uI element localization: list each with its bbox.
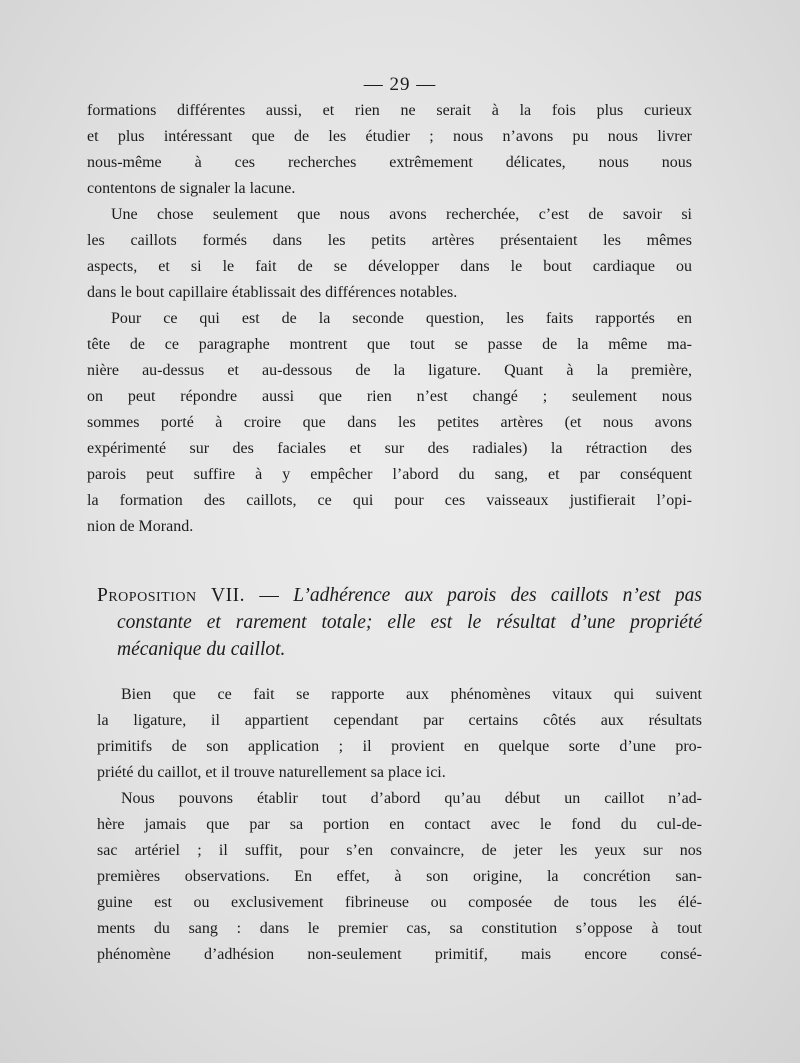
text-line: contentons de signaler la lacune. [87, 180, 296, 197]
text-line: les caillots formés dans les petits artères présentaient les mêmes [87, 232, 692, 249]
proposition-line: constante et rarement totale; elle est le résultat d’une propriété [117, 612, 702, 633]
text-line: Bien que ce fait se rapporte aux phénomènes vitaux qui suivent [121, 686, 702, 703]
text-line: la ligature, il appartient cependant par certains côtés aux résultats [97, 712, 702, 729]
text-line: on peut répondre aussi que rien n’est changé ; seulement nous [87, 388, 692, 405]
text-line: Nous pouvons établir tout d’abord qu’au début un caillot n’ad- [121, 790, 702, 807]
paragraph-3 [87, 310, 692, 544]
text-line: nière au-dessus et au-dessous de la ligature. Quant à la première, [87, 362, 692, 379]
text-line: nion de Morand. [87, 518, 194, 535]
proposition-line: mécanique du caillot. [117, 639, 286, 660]
proposition-label: Proposition VII. [97, 585, 246, 606]
text-line: hère jamais que par sa portion en contact avec le fond du cul-de- [97, 816, 702, 833]
paragraph-group-top [87, 102, 692, 544]
paragraph-2 [87, 206, 692, 310]
paragraph-1 [87, 102, 692, 206]
text-line: et plus intéressant que de les étudier ; nous n’avons pu nous livrer [87, 128, 692, 145]
paragraph-4 [97, 686, 702, 790]
text-line: la formation des caillots, ce qui pour ces vaisseaux justifierait l’opi- [87, 492, 692, 509]
text-line: formations différentes aussi, et rien ne serait à la fois plus curieux [87, 102, 692, 119]
text-line: dans le bout capillaire établissait des différences notables. [87, 284, 458, 301]
text-line: expérimenté sur des faciales et sur des radiales) la rétraction des [87, 440, 692, 457]
text-line: primitifs de son application ; il provient en quelque sorte d’une pro- [97, 738, 702, 755]
proposition-line [97, 582, 702, 609]
text-line: sommes porté à croire que dans les petites artères (et nous avons [87, 414, 692, 431]
text-line: guine est ou exclusivement fibrineuse ou composée de tous les élé- [97, 894, 702, 911]
text-line: Une chose seulement que nous avons recherchée, c’est de savoir si [111, 206, 692, 223]
text-line: aspects, et si le fait de se développer dans le bout cardiaque ou [87, 258, 692, 275]
text-line: tête de ce paragraphe montrent que tout se passe de la même ma- [87, 336, 692, 353]
text-line: sac artériel ; il suffit, pour s’en convaincre, de jeter les yeux sur nos [97, 842, 702, 859]
text-line: nous-même à ces recherches extrêmement délicates, nous nous [87, 154, 692, 171]
text-line: phénomène d’adhésion non-seulement primitif, mais encore consé- [97, 946, 702, 963]
paragraph-5 [97, 790, 702, 972]
paragraph-group-bottom [97, 686, 702, 972]
text-line: premières observations. En effet, à son origine, la concrétion san- [97, 868, 702, 885]
text-line: Pour ce qui est de la seconde question, les faits rapportés en [111, 310, 692, 327]
text-line: priété du caillot, et il trouve naturellement sa place ici. [97, 764, 446, 781]
text-line: ments du sang : dans le premier cas, sa constitution s’oppose à tout [97, 920, 702, 937]
text-line: parois peut suffire à y empêcher l’abord du sang, et par conséquent [87, 466, 692, 483]
proposition-dash: — [245, 585, 294, 606]
page-number: — 29 — [363, 74, 437, 95]
proposition-statement: L’adhérence aux parois des caillots n’est pas [293, 585, 703, 606]
proposition-heading [97, 582, 702, 663]
